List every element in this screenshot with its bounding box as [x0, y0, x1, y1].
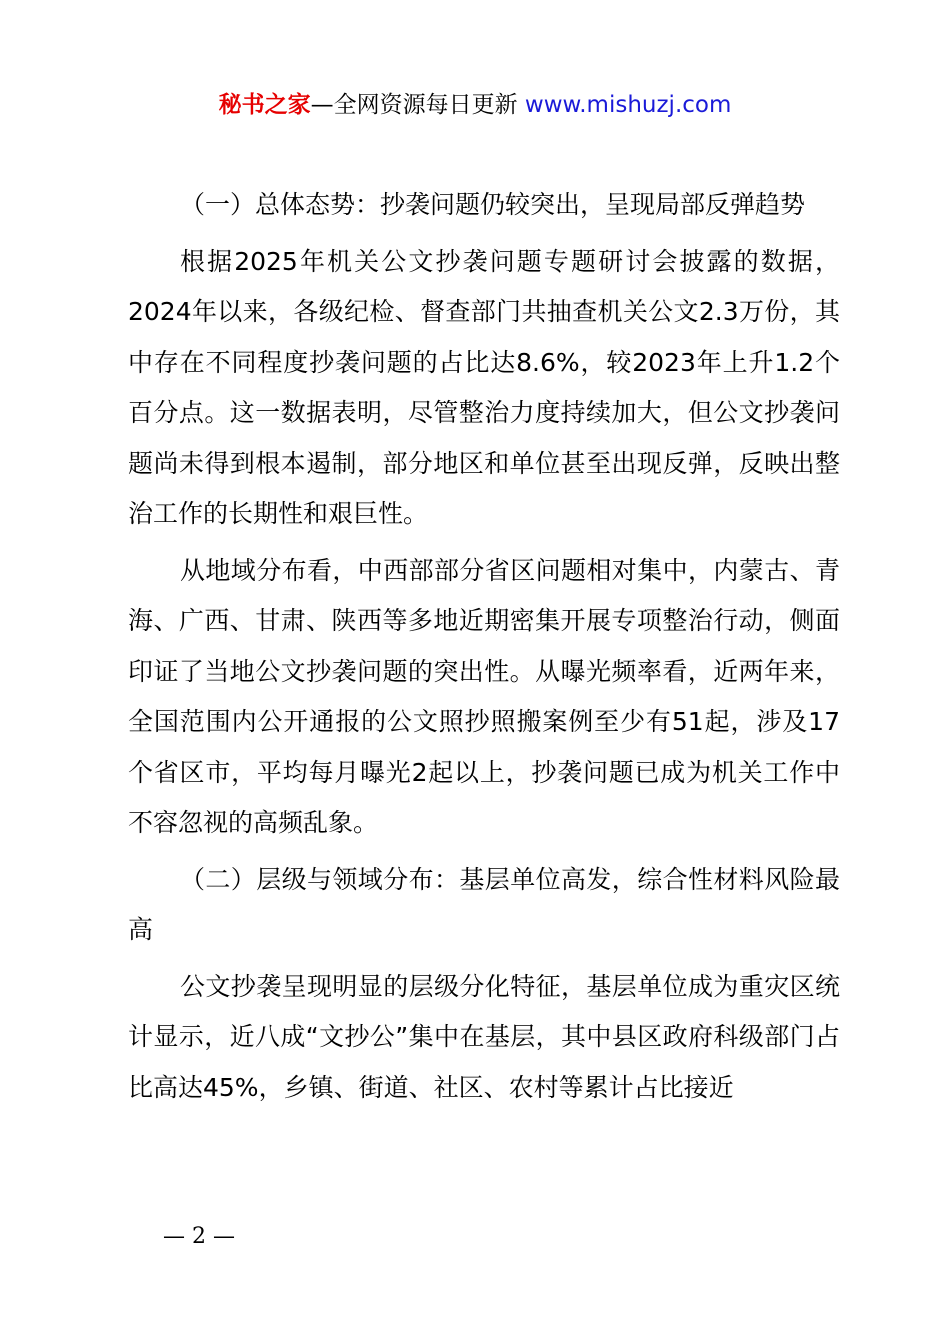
page-number: — 2 —: [163, 1224, 235, 1249]
section-heading-1: （一）总体态势：抄袭问题仍较突出，呈现局部反弹趋势: [180, 190, 806, 219]
paragraph-level-distribution: 公文抄袭呈现明显的层级分化特征，基层单位成为重灾区统计显示，近八成“文抄公”集中在基层，其中县区政府科级部门占比高达45%，乡镇、街道、社区、农村等累计占比接近: [128, 971, 840, 1102]
document-body: [128, 180, 840, 1113]
section-heading-2: （二）层级与领域分布：基层单位高发，综合性材料风险最高: [128, 864, 840, 944]
site-url-link[interactable]: www.mishuzj.com: [524, 92, 732, 118]
header-slogan: —全网资源每日更新: [310, 92, 525, 118]
paragraph-overall-data: 根据2025年机关公文抄袭问题专题研讨会披露的数据，2024年以来，各级纪检、督查部门共抽查机关公文2.3万份，其中存在不同程度抄袭问题的占比达8.6%，较2023年上升1.2个百分点。这一数据表明，尽管整治力度持续加大，但公文抄袭问题尚未得到根本遏制，部分地区和单位甚至出现反弹，反映出整治工作的长期性和艰巨性。: [128, 246, 840, 528]
paragraph-regional-distribution: 从地域分布看，中西部部分省区问题相对集中，内蒙古、青海、广西、甘肃、陕西等多地近期密集开展专项整治行动，侧面印证了当地公文抄袭问题的突出性。从曝光频率看，近两年来，全国范围内公开通报的公文照抄照搬案例至少有51起，涉及17个省区市，平均每月曝光2起以上，抄袭问题已成为机关工作中不容忽视的高频乱象。: [128, 555, 840, 837]
brand-name: 秘书之家: [218, 92, 311, 118]
site-header: [0, 88, 950, 122]
